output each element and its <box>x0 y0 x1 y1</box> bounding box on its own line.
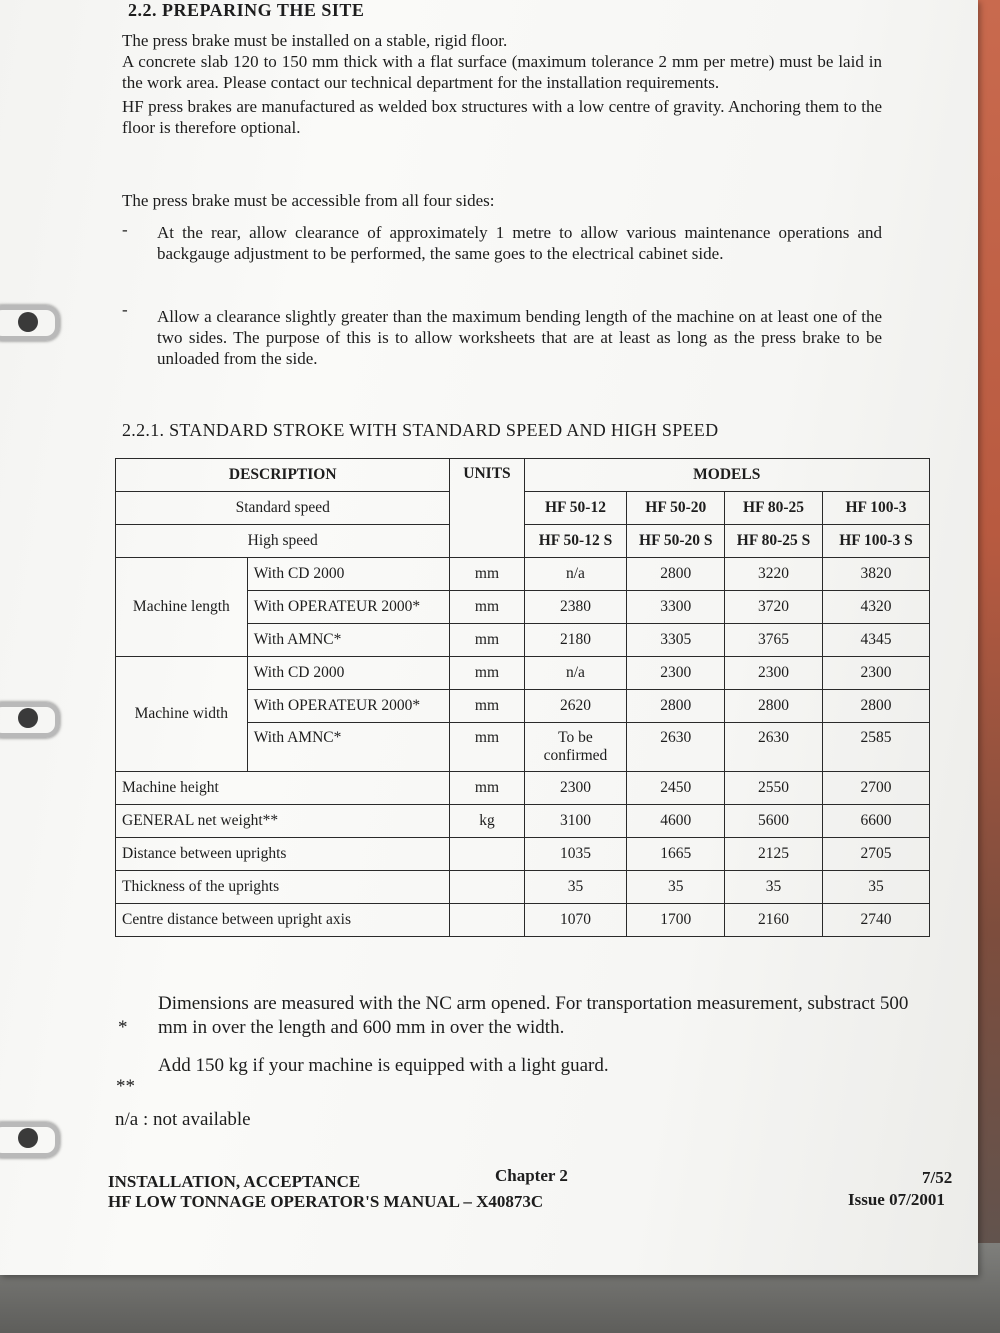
standard-speed-label: Standard speed <box>116 492 450 525</box>
row-label: Distance between uprights <box>116 838 450 871</box>
value-cell: 1035 <box>524 838 627 871</box>
value-cell: n/a <box>524 558 627 591</box>
value-cell: To be confirmed <box>524 723 627 772</box>
value-cell: 1665 <box>627 838 725 871</box>
row-label: With CD 2000 <box>247 558 450 591</box>
row-label: With CD 2000 <box>247 657 450 690</box>
value-cell: 3300 <box>627 591 725 624</box>
value-cell: 3720 <box>725 591 823 624</box>
value-cell: 2800 <box>822 690 929 723</box>
table-row <box>116 558 930 591</box>
group-machine-width: Machine width <box>116 657 248 772</box>
bullet-mark: - <box>122 300 128 319</box>
header-description: DESCRIPTION <box>116 459 450 492</box>
unit-cell: mm <box>450 657 524 690</box>
table-row <box>116 772 930 805</box>
table-row <box>116 871 930 904</box>
unit-cell: mm <box>450 558 524 591</box>
unit-cell <box>450 838 524 871</box>
unit-cell: mm <box>450 723 524 772</box>
unit-cell: kg <box>450 805 524 838</box>
value-cell: 5600 <box>725 805 823 838</box>
footnote-mark: ** <box>116 1076 135 1097</box>
model-cell: HF 100-3 S <box>822 525 929 558</box>
table-row <box>116 805 930 838</box>
value-cell: 3765 <box>725 624 823 657</box>
model-cell: HF 100-3 <box>822 492 929 525</box>
bullet-text: Allow a clearance slightly greater than the maximum bending length of the machine on at least one of the two sides. The purpose of this is to allow worksheets that are at least as long as the press brake to be unloaded from the side. <box>157 307 882 368</box>
binder-ring-bottom <box>0 1122 60 1158</box>
accessibility-text: The press brake must be accessible from all four sides: <box>122 191 495 210</box>
row-label: GENERAL net weight** <box>116 805 450 838</box>
footnote-text: Dimensions are measured with the NC arm opened. For transportation measurement, substract 500 mm in over the length and 600 mm in over the width. <box>158 993 909 1038</box>
section-heading: 2.2. PREPARING THE SITE <box>128 0 365 20</box>
bullet-mark: - <box>122 220 128 239</box>
value-cell: 2585 <box>822 723 929 772</box>
row-label: With OPERATEUR 2000* <box>247 690 450 723</box>
value-cell: 2630 <box>725 723 823 772</box>
unit-cell: mm <box>450 772 524 805</box>
value-cell: 35 <box>524 871 627 904</box>
bullet-text: At the rear, allow clearance of approximately 1 metre to allow various maintenance operations and backgauge adjustment to be performed, the same goes to the electrical cabinet side. <box>157 223 882 263</box>
paragraph: HF press brakes are manufactured as welded box structures with a low centre of gravity. Anchoring them to the floor is therefore optional. <box>122 97 882 137</box>
row-label: With AMNC* <box>247 723 450 772</box>
row-label: Centre distance between upright axis <box>116 904 450 937</box>
footnote-text: n/a : not available <box>115 1109 251 1130</box>
model-cell: HF 50-12 <box>524 492 627 525</box>
value-cell: 2800 <box>627 690 725 723</box>
paragraph: A concrete slab 120 to 150 mm thick with a flat surface (maximum tolerance 2 mm per metre) must be laid in the work area. Please contact our technical department for the installation requirements. <box>122 52 882 92</box>
row-label: Thickness of the uprights <box>116 871 450 904</box>
unit-cell: mm <box>450 690 524 723</box>
value-cell: 2550 <box>725 772 823 805</box>
table-row <box>116 657 930 690</box>
model-cell: HF 80-25 S <box>725 525 823 558</box>
value-cell: 3820 <box>822 558 929 591</box>
header-models: MODELS <box>524 459 929 492</box>
row-label: With AMNC* <box>247 624 450 657</box>
value-cell: 2740 <box>822 904 929 937</box>
value-cell: 2300 <box>822 657 929 690</box>
header-units: UNITS <box>450 459 524 558</box>
footer-title: INSTALLATION, ACCEPTANCE <box>108 1172 361 1191</box>
value-cell: 2180 <box>524 624 627 657</box>
footer-chapter: Chapter 2 <box>495 1166 568 1185</box>
footer-manual: HF LOW TONNAGE OPERATOR'S MANUAL – X40873C <box>108 1192 544 1211</box>
value-cell: 4345 <box>822 624 929 657</box>
table-row <box>116 904 930 937</box>
model-cell: HF 50-12 S <box>524 525 627 558</box>
value-cell: n/a <box>524 657 627 690</box>
value-cell: 2125 <box>725 838 823 871</box>
value-cell: 2300 <box>627 657 725 690</box>
intro-text <box>122 30 882 138</box>
value-cell: 3100 <box>524 805 627 838</box>
row-label: With OPERATEUR 2000* <box>247 591 450 624</box>
value-cell: 2800 <box>725 690 823 723</box>
row-label: Machine height <box>116 772 450 805</box>
binder-ring-middle <box>0 702 60 738</box>
value-cell: 2800 <box>627 558 725 591</box>
table-header-row <box>116 459 930 492</box>
footnote-mark: * <box>118 1017 128 1038</box>
footer-issue: Issue 07/2001 <box>848 1190 945 1209</box>
model-cell: HF 80-25 <box>725 492 823 525</box>
footer-page-number: 7/52 <box>922 1168 953 1187</box>
value-cell: 2630 <box>627 723 725 772</box>
value-cell: 2300 <box>725 657 823 690</box>
value-cell: 6600 <box>822 805 929 838</box>
group-machine-length: Machine length <box>116 558 248 657</box>
value-cell: 35 <box>725 871 823 904</box>
binder-ring-top <box>0 305 60 341</box>
unit-cell: mm <box>450 624 524 657</box>
high-speed-label: High speed <box>116 525 450 558</box>
value-cell: 3220 <box>725 558 823 591</box>
paragraph: The press brake must be installed on a stable, rigid floor. <box>122 31 508 50</box>
value-cell: 1070 <box>524 904 627 937</box>
footnote-text: Add 150 kg if your machine is equipped with a light guard. <box>158 1055 609 1076</box>
value-cell: 3305 <box>627 624 725 657</box>
model-cell: HF 50-20 S <box>627 525 725 558</box>
model-cell: HF 50-20 <box>627 492 725 525</box>
value-cell: 2705 <box>822 838 929 871</box>
unit-cell <box>450 871 524 904</box>
table-row <box>116 838 930 871</box>
value-cell: 2620 <box>524 690 627 723</box>
value-cell: 2160 <box>725 904 823 937</box>
value-cell: 4320 <box>822 591 929 624</box>
value-cell: 1700 <box>627 904 725 937</box>
value-cell: 35 <box>822 871 929 904</box>
value-cell: 2450 <box>627 772 725 805</box>
unit-cell: mm <box>450 591 524 624</box>
value-cell: 2300 <box>524 772 627 805</box>
value-cell: 2380 <box>524 591 627 624</box>
table-title: 2.2.1. STANDARD STROKE WITH STANDARD SPEED AND HIGH SPEED <box>122 420 719 440</box>
specifications-table <box>115 458 930 937</box>
value-cell: 2700 <box>822 772 929 805</box>
unit-cell <box>450 904 524 937</box>
value-cell: 35 <box>627 871 725 904</box>
value-cell: 4600 <box>627 805 725 838</box>
